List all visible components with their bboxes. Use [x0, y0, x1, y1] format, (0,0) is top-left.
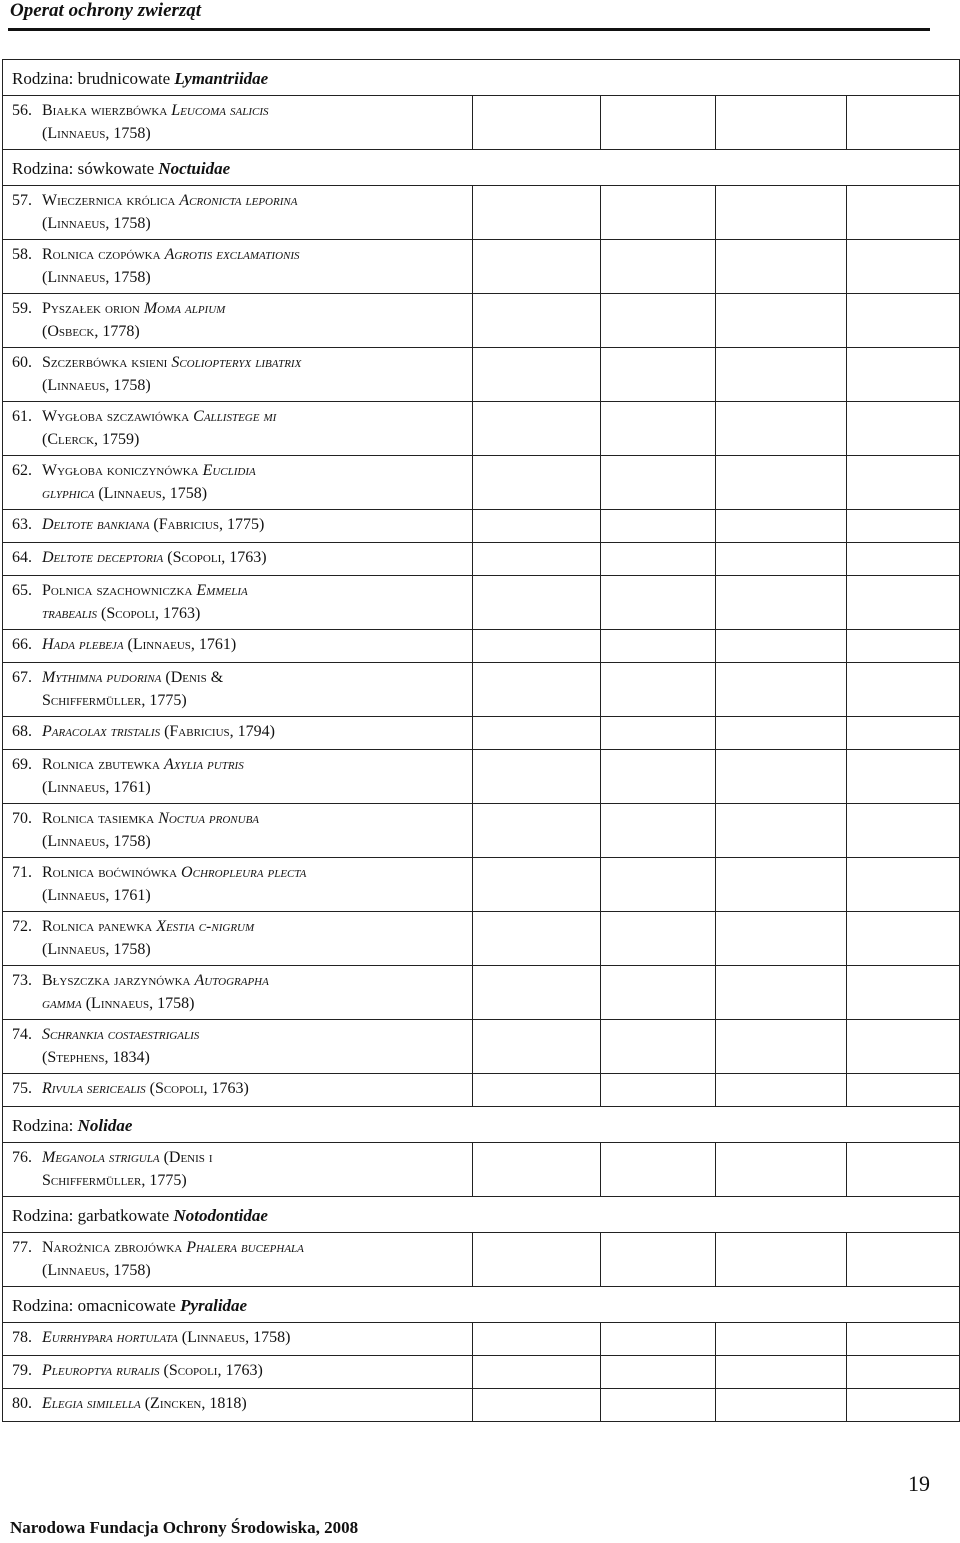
family-label: Rodzina: sówkowate	[12, 159, 159, 178]
species-text-part: (Scopoli, 1763)	[97, 605, 201, 622]
family-latin-name: Nolidae	[77, 1116, 133, 1135]
empty-cell	[716, 966, 847, 1020]
species-name	[42, 633, 462, 656]
empty-cell	[716, 804, 847, 858]
species-row	[3, 402, 960, 456]
empty-cell	[847, 1356, 960, 1389]
empty-cell	[473, 966, 601, 1020]
species-text-part: (Denis &	[161, 669, 224, 686]
species-text-part: Rolnica czopówka	[42, 246, 165, 263]
empty-cell	[847, 402, 960, 456]
empty-cell	[601, 858, 716, 912]
page-number: 19	[908, 1471, 930, 1496]
empty-cell	[716, 348, 847, 402]
empty-cell	[847, 1323, 960, 1356]
empty-cell	[473, 96, 601, 150]
species-name-cell	[3, 456, 473, 510]
empty-cell	[473, 858, 601, 912]
empty-cell	[847, 1233, 960, 1287]
species-row	[3, 858, 960, 912]
species-name	[42, 546, 462, 569]
species-name-cell	[3, 348, 473, 402]
species-text-part: (Linnaeus, 1758)	[42, 833, 151, 850]
species-number: 70.	[12, 810, 32, 827]
empty-cell	[473, 576, 601, 630]
species-number: 76.	[12, 1149, 32, 1166]
empty-cell	[601, 576, 716, 630]
species-text-part: (Scopoli, 1763)	[145, 1080, 249, 1097]
species-text-part: Rolnica tasiemka	[42, 810, 159, 827]
species-latin-part: Emmelia	[196, 582, 248, 599]
empty-cell	[473, 1074, 601, 1107]
species-name	[42, 405, 462, 451]
empty-cell	[473, 543, 601, 576]
empty-cell	[716, 1389, 847, 1422]
species-name-cell	[3, 717, 473, 750]
empty-cell	[601, 912, 716, 966]
species-row	[3, 543, 960, 576]
empty-cell	[847, 510, 960, 543]
empty-cell	[473, 456, 601, 510]
empty-cell	[473, 1020, 601, 1074]
species-name	[42, 459, 462, 505]
species-number: 74.	[12, 1026, 32, 1043]
empty-cell	[601, 348, 716, 402]
family-heading	[3, 1197, 960, 1233]
species-latin-part: Scoliopteryx libatrix	[171, 354, 302, 371]
empty-cell	[601, 663, 716, 717]
empty-cell	[716, 663, 847, 717]
species-name	[42, 99, 462, 145]
species-name-cell	[3, 1020, 473, 1074]
species-row	[3, 96, 960, 150]
species-text-part: Rolnica boćwinówka	[42, 864, 182, 881]
species-text-part: (Linnaeus, 1761)	[42, 887, 151, 904]
empty-cell	[601, 1389, 716, 1422]
family-label: Rodzina: garbatkowate	[12, 1206, 174, 1225]
species-latin-part: Axylia putris	[163, 756, 244, 773]
species-name-cell	[3, 96, 473, 150]
empty-cell	[601, 543, 716, 576]
species-table-body	[3, 60, 960, 1422]
species-latin-part: Ochropleura plecta	[181, 864, 307, 881]
species-latin-part: gamma	[42, 995, 82, 1012]
species-name-cell	[3, 1323, 473, 1356]
species-text-part: Wieczernica królica	[42, 192, 180, 209]
empty-cell	[473, 663, 601, 717]
species-number: 63.	[12, 516, 32, 533]
empty-cell	[601, 510, 716, 543]
species-text-part: (Fabricius, 1794)	[160, 723, 275, 740]
species-name-cell	[3, 1074, 473, 1107]
empty-cell	[473, 402, 601, 456]
species-name-cell	[3, 576, 473, 630]
species-row	[3, 186, 960, 240]
species-number: 56.	[12, 102, 32, 119]
species-name	[42, 579, 462, 625]
species-name	[42, 969, 462, 1015]
empty-cell	[716, 912, 847, 966]
empty-cell	[473, 1323, 601, 1356]
empty-cell	[601, 1020, 716, 1074]
empty-cell	[601, 966, 716, 1020]
species-latin-part: Phalera bucephala	[186, 1239, 304, 1256]
species-row	[3, 456, 960, 510]
species-row	[3, 240, 960, 294]
species-name	[42, 915, 462, 961]
species-text-part: (Linnaeus, 1758)	[42, 941, 151, 958]
family-latin-name: Pyralidae	[180, 1296, 248, 1315]
empty-cell	[473, 630, 601, 663]
species-name-cell	[3, 510, 473, 543]
species-name	[42, 720, 462, 743]
empty-cell	[847, 858, 960, 912]
species-text-part: Błyszczka jarzynówka	[42, 972, 195, 989]
species-name	[42, 1077, 462, 1100]
species-number: 71.	[12, 864, 32, 881]
empty-cell	[716, 717, 847, 750]
empty-cell	[473, 1389, 601, 1422]
species-text-part: (Scopoli, 1763)	[159, 1362, 263, 1379]
empty-cell	[601, 750, 716, 804]
species-latin-part: glyphica	[42, 485, 95, 502]
species-text-part: Wygłoba koniczynówka	[42, 462, 203, 479]
empty-cell	[716, 630, 847, 663]
species-latin-part: trabealis	[42, 605, 97, 622]
species-name	[42, 666, 462, 712]
empty-cell	[601, 630, 716, 663]
species-name	[42, 807, 462, 853]
species-text-part: (Linnaeus, 1761)	[123, 636, 237, 653]
species-number: 66.	[12, 636, 32, 653]
family-label: Rodzina:	[12, 1116, 78, 1135]
species-name	[42, 1359, 462, 1382]
species-latin-part: Rivula sericealis	[42, 1080, 146, 1097]
species-number: 65.	[12, 582, 32, 599]
species-table	[2, 59, 960, 1422]
species-number: 58.	[12, 246, 32, 263]
species-row	[3, 1233, 960, 1287]
species-name-cell	[3, 912, 473, 966]
species-text-part: (Linnaeus, 1758)	[42, 377, 151, 394]
empty-cell	[847, 576, 960, 630]
species-text-part: Polnica szachowniczka	[42, 582, 197, 599]
species-name-cell	[3, 1356, 473, 1389]
species-latin-part: Agrotis exclamationis	[164, 246, 300, 263]
empty-cell	[847, 912, 960, 966]
species-name	[42, 243, 462, 289]
species-number: 77.	[12, 1239, 32, 1256]
species-latin-part: Callistege mi	[193, 408, 277, 425]
family-latin-name: Notodontidae	[173, 1206, 268, 1225]
empty-cell	[473, 348, 601, 402]
species-name	[42, 351, 462, 397]
family-heading	[3, 60, 960, 96]
species-name-cell	[3, 630, 473, 663]
species-text-part: (Linnaeus, 1758)	[42, 215, 151, 232]
species-name-cell	[3, 750, 473, 804]
empty-cell	[601, 402, 716, 456]
species-text-part: (Zincken, 1818)	[140, 1395, 247, 1412]
species-name	[42, 513, 462, 536]
species-name	[42, 1392, 462, 1415]
empty-cell	[716, 1020, 847, 1074]
species-latin-part: Deltote bankiana	[42, 516, 150, 533]
species-row	[3, 294, 960, 348]
species-latin-part: Eurrhypara hortulata	[42, 1329, 178, 1346]
species-text-part: (Stephens, 1834)	[42, 1049, 150, 1066]
species-name-cell	[3, 966, 473, 1020]
empty-cell	[716, 576, 847, 630]
empty-cell	[601, 294, 716, 348]
empty-cell	[473, 294, 601, 348]
species-latin-part: Elegia similella	[42, 1395, 141, 1412]
empty-cell	[716, 402, 847, 456]
empty-cell	[601, 186, 716, 240]
empty-cell	[716, 858, 847, 912]
footer-text: Narodowa Fundacja Ochrony Środowiska, 2008	[10, 1518, 359, 1537]
empty-cell	[716, 1233, 847, 1287]
species-number: 61.	[12, 408, 32, 425]
species-number: 57.	[12, 192, 32, 209]
empty-cell	[473, 912, 601, 966]
species-text-part: (Fabricius, 1775)	[149, 516, 265, 533]
species-latin-part: Moma alpium	[143, 300, 226, 317]
empty-cell	[716, 96, 847, 150]
species-text-part: Rolnica panewka	[42, 918, 157, 935]
species-text-part: (Linnaeus, 1758)	[81, 995, 195, 1012]
empty-cell	[847, 1020, 960, 1074]
species-name-cell	[3, 1143, 473, 1197]
family-heading	[3, 1107, 960, 1143]
species-row	[3, 348, 960, 402]
empty-cell	[473, 804, 601, 858]
species-latin-part: Acronicta leporina	[179, 192, 298, 209]
species-latin-part: Paracolax tristalis	[42, 723, 161, 740]
family-label: Rodzina: omacnicowate	[12, 1296, 181, 1315]
species-name-cell	[3, 186, 473, 240]
species-row	[3, 576, 960, 630]
species-row	[3, 1143, 960, 1197]
empty-cell	[847, 630, 960, 663]
empty-cell	[473, 186, 601, 240]
species-name-cell	[3, 543, 473, 576]
empty-cell	[716, 456, 847, 510]
empty-cell	[601, 1356, 716, 1389]
empty-cell	[847, 543, 960, 576]
empty-cell	[847, 240, 960, 294]
page-header-title: Operat ochrony zwierząt	[10, 0, 202, 21]
family-row	[3, 1287, 960, 1323]
species-text-part: (Linnaeus, 1758)	[94, 485, 208, 502]
species-text-part: (Denis i	[159, 1149, 213, 1166]
family-row	[3, 150, 960, 186]
species-name-cell	[3, 804, 473, 858]
empty-cell	[601, 804, 716, 858]
species-latin-part: Hada plebeja	[42, 636, 124, 653]
species-name-cell	[3, 1389, 473, 1422]
species-text-part: Szczerbówka ksieni	[42, 354, 172, 371]
empty-cell	[847, 663, 960, 717]
species-name	[42, 297, 462, 343]
header-rule	[8, 28, 930, 31]
species-text-part: (Clerck, 1759)	[42, 431, 140, 448]
species-number: 62.	[12, 462, 32, 479]
empty-cell	[601, 240, 716, 294]
empty-cell	[716, 1074, 847, 1107]
empty-cell	[601, 1074, 716, 1107]
species-latin-part: Noctua pronuba	[158, 810, 260, 827]
species-latin-part: Leucoma salicis	[171, 102, 269, 119]
empty-cell	[847, 1143, 960, 1197]
family-latin-name: Noctuidae	[158, 159, 231, 178]
species-row	[3, 966, 960, 1020]
species-row	[3, 804, 960, 858]
species-number: 67.	[12, 669, 32, 686]
species-number: 80.	[12, 1395, 32, 1412]
empty-cell	[601, 717, 716, 750]
empty-cell	[601, 1233, 716, 1287]
species-name-cell	[3, 240, 473, 294]
family-row	[3, 1107, 960, 1143]
species-row	[3, 1323, 960, 1356]
empty-cell	[473, 750, 601, 804]
species-name	[42, 1146, 462, 1192]
species-name	[42, 1236, 462, 1282]
species-latin-part: Xestia c-nigrum	[156, 918, 255, 935]
empty-cell	[716, 1143, 847, 1197]
empty-cell	[847, 750, 960, 804]
species-text-part: (Linnaeus, 1758)	[42, 269, 151, 286]
species-text-part: Rolnica zbutewka	[42, 756, 164, 773]
empty-cell	[716, 1356, 847, 1389]
species-name	[42, 753, 462, 799]
species-number: 78.	[12, 1329, 32, 1346]
species-text-part: (Linnaeus, 1758)	[42, 1262, 151, 1279]
species-name-cell	[3, 1233, 473, 1287]
species-text-part: (Linnaeus, 1761)	[42, 779, 151, 796]
empty-cell	[473, 1143, 601, 1197]
empty-cell	[716, 543, 847, 576]
empty-cell	[847, 804, 960, 858]
empty-cell	[716, 510, 847, 543]
species-name-cell	[3, 402, 473, 456]
species-latin-part: Mythimna pudorina	[42, 669, 162, 686]
empty-cell	[847, 348, 960, 402]
species-name	[42, 1326, 462, 1349]
family-row	[3, 1197, 960, 1233]
species-number: 60.	[12, 354, 32, 371]
species-number: 68.	[12, 723, 32, 740]
empty-cell	[847, 96, 960, 150]
empty-cell	[473, 1233, 601, 1287]
empty-cell	[847, 1389, 960, 1422]
species-row	[3, 1074, 960, 1107]
species-text-part: Wygłoba szczawiówka	[42, 408, 194, 425]
empty-cell	[847, 294, 960, 348]
empty-cell	[847, 186, 960, 240]
empty-cell	[716, 186, 847, 240]
empty-cell	[716, 750, 847, 804]
species-number: 73.	[12, 972, 32, 989]
species-row	[3, 630, 960, 663]
empty-cell	[716, 294, 847, 348]
species-row	[3, 1020, 960, 1074]
species-text-part: Schiffermüller, 1775)	[42, 1172, 187, 1189]
empty-cell	[473, 510, 601, 543]
species-row	[3, 510, 960, 543]
species-text-part: Schiffermüller, 1775)	[42, 692, 187, 709]
species-number: 69.	[12, 756, 32, 773]
empty-cell	[601, 96, 716, 150]
empty-cell	[847, 456, 960, 510]
species-text-part: Narożnica zbrojówka	[42, 1239, 187, 1256]
empty-cell	[716, 1323, 847, 1356]
species-name	[42, 1023, 462, 1069]
species-row	[3, 1356, 960, 1389]
species-number: 75.	[12, 1080, 32, 1097]
species-row	[3, 750, 960, 804]
species-number: 59.	[12, 300, 32, 317]
species-latin-part: Meganola strigula	[42, 1149, 160, 1166]
family-latin-name: Lymantriidae	[174, 69, 269, 88]
species-latin-part: Schrankia costaestrigalis	[42, 1026, 200, 1043]
species-row	[3, 1389, 960, 1422]
empty-cell	[601, 1323, 716, 1356]
family-heading	[3, 1287, 960, 1323]
species-name-cell	[3, 294, 473, 348]
species-number: 72.	[12, 918, 32, 935]
species-text-part: (Linnaeus, 1758)	[177, 1329, 291, 1346]
species-name-cell	[3, 858, 473, 912]
family-row	[3, 60, 960, 96]
species-name	[42, 861, 462, 907]
species-name	[42, 189, 462, 235]
species-latin-part: Autographa	[194, 972, 269, 989]
empty-cell	[601, 456, 716, 510]
species-latin-part: Deltote deceptoria	[42, 549, 164, 566]
empty-cell	[847, 717, 960, 750]
empty-cell	[473, 240, 601, 294]
empty-cell	[473, 1356, 601, 1389]
species-number: 79.	[12, 1362, 32, 1379]
species-text-part: Białka wierzbówka	[42, 102, 172, 119]
empty-cell	[847, 1074, 960, 1107]
species-text-part: (Linnaeus, 1758)	[42, 125, 151, 142]
species-text-part: (Scopoli, 1763)	[163, 549, 267, 566]
family-heading	[3, 150, 960, 186]
species-text-part: (Osbeck, 1778)	[42, 323, 140, 340]
empty-cell	[601, 1143, 716, 1197]
empty-cell	[847, 966, 960, 1020]
empty-cell	[473, 717, 601, 750]
family-label: Rodzina: brudnicowate	[12, 69, 175, 88]
species-row	[3, 717, 960, 750]
species-row	[3, 912, 960, 966]
species-text-part: Pyszałek orion	[42, 300, 144, 317]
species-latin-part: Euclidia	[202, 462, 256, 479]
species-row	[3, 663, 960, 717]
empty-cell	[716, 240, 847, 294]
species-name-cell	[3, 663, 473, 717]
species-latin-part: Pleuroptya ruralis	[42, 1362, 160, 1379]
species-number: 64.	[12, 549, 32, 566]
